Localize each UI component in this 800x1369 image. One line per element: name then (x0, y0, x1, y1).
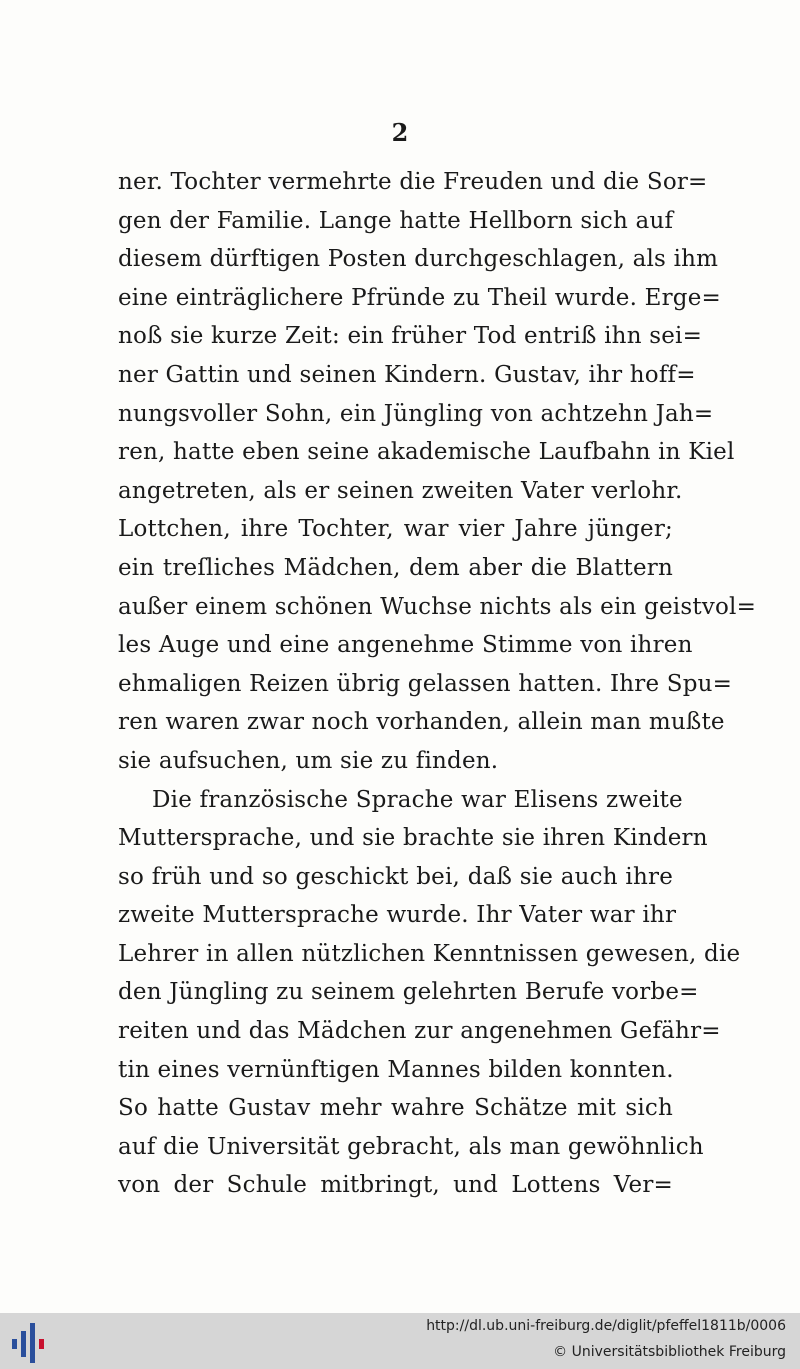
library-logo-icon (10, 1321, 50, 1365)
text-line: Die französische Sprache war Elisens zweite (152, 786, 683, 813)
text-line: Lottchen, ihre Tochter, war vier Jahre jünger; (118, 516, 673, 543)
text-line: zweite Muttersprache wurde. Ihr Vater war ihr (118, 902, 677, 929)
text-line: ren, hatte eben seine akademische Laufbahn in Kiel (118, 439, 735, 466)
text-line: den Jüngling zu seinem gelehrten Berufe vorbe= (118, 979, 699, 1006)
text-line: noß sie kurze Zeit: ein früher Tod entriß ihn sei= (118, 323, 703, 350)
text-line: eine einträglichere Pfründe zu Theil wurde. Erge= (118, 284, 722, 311)
text-line: angetreten, als er seinen zweiten Vater verlohr. (118, 477, 683, 504)
text-line: ein treſliches Mädchen, dem aber die Blattern (118, 554, 673, 581)
text-line: so früh und so geschickt bei, daß sie auch ihre (118, 863, 673, 890)
text-line: ner. Tochter vermehrte die Freuden und die Sor= (118, 169, 708, 195)
text-line: gen der Familie. Lange hatte Hellborn sich auf (118, 207, 674, 234)
text-line: sie aufsuchen, um sie zu finden. (118, 747, 499, 774)
footer-bar (0, 1313, 800, 1369)
text-line: les Auge und eine angenehme Stimme von ihren (118, 632, 693, 659)
page-text (118, 163, 757, 1205)
source-url-link[interactable]: http://dl.ub.uni-freiburg.de/diglit/pfeffel1811b/0006 (426, 1318, 786, 1334)
text-line: Muttersprache, und sie brachte sie ihren Kindern (118, 825, 708, 852)
text-line: Lehrer in allen nützlichen Kenntnissen gewesen, die (118, 940, 741, 967)
text-line: ner Gattin und seinen Kindern. Gustav, ihr hoff= (118, 361, 696, 388)
copyright-notice: © Universitätsbibliothek Freiburg (553, 1344, 786, 1360)
text-line: ehmaligen Reizen übrig gelassen hatten. Ihre Spu= (118, 670, 733, 697)
text-line: tin eines vernünftigen Mannes bilden konnten. (118, 1056, 674, 1083)
text-line: So hatte Gustav mehr wahre Schätze mit sich (118, 1095, 673, 1122)
text-line: auf die Universität gebracht, als man gewöhnlich (118, 1133, 704, 1160)
text-line: von der Schule mitbringt, und Lottens Ver= (118, 1172, 673, 1199)
text-line: nungsvoller Sohn, ein Jüngling von achtzehn Jah= (118, 400, 714, 427)
text-line: ren waren zwar noch vorhanden, allein man mußte (118, 709, 725, 736)
text-line: reiten und das Mädchen zur angenehmen Gefähr= (118, 1018, 721, 1045)
text-line: außer einem schönen Wuchse nichts als ein geistvol= (118, 593, 757, 620)
text-line: diesem dürftigen Posten durchgeschlagen, als ihm (118, 246, 719, 273)
page-number: 2 (391, 118, 409, 147)
